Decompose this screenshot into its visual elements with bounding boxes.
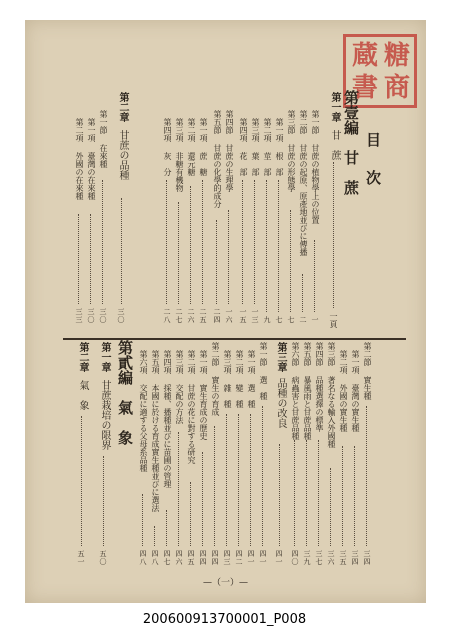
toc-page: 三〇 bbox=[87, 308, 95, 324]
toc-page: 三四 bbox=[351, 550, 359, 566]
toc-leader bbox=[226, 414, 227, 546]
toc-page: 三三 bbox=[75, 308, 83, 324]
toc-label: 第一項 bbox=[351, 350, 360, 374]
ch1-title: 甘 蔗 bbox=[329, 130, 340, 160]
toc-text: 實生の育成 bbox=[211, 376, 220, 416]
toc-leader bbox=[202, 180, 203, 304]
toc-label: 第二項 bbox=[187, 118, 196, 142]
toc-page: 二七 bbox=[175, 308, 183, 324]
part2-ch1-title: 甘蔗栽培の限界 bbox=[99, 380, 110, 450]
toc-leader bbox=[78, 214, 79, 304]
part2-ch2-num: 第二章 bbox=[77, 342, 88, 372]
seal-char-2: 商 bbox=[384, 73, 411, 103]
toc-label: 第三項 bbox=[175, 350, 184, 374]
toc-text: 交配に適する父母系品種 bbox=[139, 384, 148, 472]
toc-label: 第五項 bbox=[151, 350, 160, 374]
toc-text: 葉 部 bbox=[251, 152, 260, 176]
toc-text: 病蟲害と甘蔗品種 bbox=[291, 376, 300, 440]
toc-page: 二 bbox=[299, 316, 307, 324]
toc-label: 第一節 bbox=[99, 110, 108, 134]
toc-label: 第三項 bbox=[251, 118, 260, 142]
toc-page: 二五 bbox=[199, 308, 207, 324]
toc-leader bbox=[242, 180, 243, 304]
toc-text: 甘蔗の化學的成分 bbox=[213, 144, 222, 208]
toc-leader bbox=[306, 440, 307, 546]
image-caption: 200600913700001_P008 bbox=[142, 612, 307, 627]
toc-leader bbox=[290, 210, 291, 312]
toc-text: 交配の方法 bbox=[175, 384, 184, 424]
toc-label: 第二項 bbox=[235, 350, 244, 374]
toc-text: 在來種 bbox=[99, 144, 108, 168]
part2-ch2-page: 五一 bbox=[77, 550, 85, 566]
toc-label: 第三節 bbox=[327, 342, 336, 366]
toc-text: 非糖有機物 bbox=[175, 152, 184, 192]
toc-label: 第三項 bbox=[175, 118, 184, 142]
toc-text: 甘蔗の形態學 bbox=[287, 144, 296, 192]
toc-label: 第二項 bbox=[339, 350, 348, 374]
toc-title: 目 次 bbox=[364, 132, 382, 189]
toc-leader bbox=[102, 180, 103, 304]
toc-text: 甘蔗の植物學上の位置 bbox=[311, 144, 320, 224]
toc-page: 一五 bbox=[239, 308, 247, 324]
toc-leader bbox=[314, 240, 315, 312]
ch2-leader bbox=[121, 198, 122, 304]
toc-leader bbox=[318, 440, 319, 546]
part2-ch1-page: 五〇 bbox=[99, 550, 107, 566]
toc-page: 四四 bbox=[211, 550, 219, 566]
toc-text: 甘蔗の起原、原產地並びに傳播 bbox=[299, 144, 308, 256]
page-number: —（一）— bbox=[202, 578, 248, 588]
toc-label: 第一節 bbox=[259, 342, 268, 366]
toc-leader bbox=[178, 202, 179, 304]
toc-leader bbox=[90, 214, 91, 304]
toc-label: 第一項 bbox=[87, 118, 96, 142]
part2-title: 第貳編 氣 象 bbox=[116, 340, 134, 445]
toc-text: 灰 分 bbox=[163, 152, 172, 176]
toc-leader bbox=[366, 406, 367, 546]
toc-label: 第一項 bbox=[199, 118, 208, 142]
toc-text: 雜 種 bbox=[223, 384, 232, 408]
toc-page: 四一 bbox=[247, 550, 255, 566]
toc-leader bbox=[154, 526, 155, 546]
part1-title: 第壹編 甘 蔗 bbox=[342, 90, 360, 195]
toc-text: 選 種 bbox=[247, 384, 256, 408]
section-divider bbox=[63, 338, 406, 340]
toc-leader bbox=[190, 186, 191, 304]
toc-leader bbox=[354, 446, 355, 546]
toc-page: 三〇 bbox=[99, 308, 107, 324]
toc-leader bbox=[190, 482, 191, 546]
toc-label: 第二節 bbox=[211, 342, 220, 366]
toc-page: 九 bbox=[263, 316, 271, 324]
ch1-leader bbox=[333, 162, 334, 308]
ch3-num: 第三章 bbox=[275, 342, 286, 372]
toc-page: 四五 bbox=[187, 550, 195, 566]
toc-text: 莖 部 bbox=[263, 152, 272, 176]
part2-ch1-leader bbox=[103, 456, 104, 546]
toc-page: 一 bbox=[311, 316, 319, 324]
ch1-page: 一頁 bbox=[329, 312, 338, 328]
toc-leader bbox=[214, 426, 215, 546]
toc-text: 本國に於ける育成實生種並びに選法 bbox=[151, 384, 160, 512]
toc-label: 第一項 bbox=[199, 350, 208, 374]
toc-page: 三九 bbox=[303, 550, 311, 566]
toc-label: 第二節 bbox=[299, 110, 308, 134]
toc-leader bbox=[342, 446, 343, 546]
toc-leader bbox=[202, 452, 203, 546]
toc-page: 四三 bbox=[223, 550, 231, 566]
toc-text: 品種選擇の標準 bbox=[315, 376, 324, 432]
toc-leader bbox=[278, 180, 279, 312]
toc-page: 一六 bbox=[225, 308, 233, 324]
toc-label: 第二項 bbox=[75, 118, 84, 142]
toc-page: 二八 bbox=[163, 308, 171, 324]
toc-label: 第一項 bbox=[247, 350, 256, 374]
toc-label: 第五節 bbox=[303, 342, 312, 366]
toc-leader bbox=[330, 468, 331, 546]
toc-text: 甘蔗の生理學 bbox=[225, 144, 234, 192]
toc-label: 第三項 bbox=[223, 350, 232, 374]
toc-page: 三五 bbox=[339, 550, 347, 566]
toc-label: 第四項 bbox=[163, 118, 172, 142]
part2-ch2-leader bbox=[81, 416, 82, 546]
toc-leader bbox=[142, 494, 143, 546]
toc-leader bbox=[302, 274, 303, 312]
part2-ch1-num: 第一章 bbox=[99, 342, 110, 372]
toc-leader bbox=[166, 180, 167, 304]
toc-page: 四一 bbox=[259, 550, 267, 566]
toc-text: 外國の在來種 bbox=[75, 152, 84, 200]
toc-page: 一三 bbox=[251, 308, 259, 324]
toc-text: 蔗 糖 bbox=[199, 152, 208, 176]
toc-leader bbox=[166, 510, 167, 546]
seal-char-1: 糖 bbox=[384, 41, 411, 71]
toc-page: 三四 bbox=[363, 550, 371, 566]
toc-label: 第一項 bbox=[275, 118, 284, 142]
toc-text: 臺灣の實生種 bbox=[351, 384, 360, 432]
seal-char-4: 書 bbox=[352, 73, 379, 103]
toc-page: 四四 bbox=[199, 550, 207, 566]
toc-text: 選 種 bbox=[259, 376, 268, 400]
toc-label: 第六節 bbox=[291, 342, 300, 366]
toc-page: 四六 bbox=[175, 550, 183, 566]
toc-page: 四〇 bbox=[291, 550, 299, 566]
ch1-num: 第一章 bbox=[329, 92, 340, 122]
toc-leader bbox=[228, 210, 229, 304]
toc-label: 第五節 bbox=[213, 110, 222, 134]
toc-text: 臺灣の在來種 bbox=[87, 152, 96, 200]
toc-leader bbox=[250, 414, 251, 546]
ch3-page: 四一 bbox=[275, 550, 283, 566]
ch3-title: 品種の改良 bbox=[275, 378, 286, 428]
toc-page: 七 bbox=[287, 316, 295, 324]
toc-text: 外國の實生種 bbox=[339, 384, 348, 432]
toc-text: 變 種 bbox=[235, 384, 244, 408]
toc-label: 第三節 bbox=[287, 110, 296, 134]
toc-text: 甘蔗の花に對する研究 bbox=[187, 384, 196, 464]
toc-text: 實生種 bbox=[363, 376, 372, 400]
toc-label: 第二項 bbox=[187, 350, 196, 374]
toc-label: 第二節 bbox=[363, 342, 372, 366]
toc-page: 二六 bbox=[187, 308, 195, 324]
toc-label: 第一節 bbox=[311, 110, 320, 134]
ch2-title: 甘蔗の品種 bbox=[117, 130, 128, 180]
toc-text: 還元糖 bbox=[187, 152, 196, 176]
toc-text: 根 部 bbox=[275, 152, 284, 176]
toc-leader bbox=[238, 414, 239, 546]
toc-leader bbox=[216, 220, 217, 304]
toc-page: 四七 bbox=[163, 550, 171, 566]
toc-page: 四二 bbox=[235, 550, 243, 566]
toc-label: 第四節 bbox=[225, 110, 234, 134]
toc-label: 第四項 bbox=[239, 118, 248, 142]
ch3-leader bbox=[279, 444, 280, 546]
toc-text: 實生育成の歷史 bbox=[199, 384, 208, 440]
toc-label: 第四節 bbox=[315, 342, 324, 366]
toc-page: 二四 bbox=[213, 308, 221, 324]
toc-leader bbox=[178, 432, 179, 546]
part2-ch2-title: 氣 象 bbox=[77, 380, 88, 410]
toc-label: 第二項 bbox=[263, 118, 272, 142]
toc-label: 第六項 bbox=[139, 350, 148, 374]
seal-char-3: 蔵 bbox=[352, 41, 379, 71]
toc-page: 三七 bbox=[315, 550, 323, 566]
toc-page: 七 bbox=[275, 316, 283, 324]
ch2-page: 三〇 bbox=[117, 308, 125, 324]
toc-leader bbox=[254, 180, 255, 304]
toc-text: 著名なる輸入外國種 bbox=[327, 376, 336, 448]
toc-leader bbox=[262, 406, 263, 546]
toc-text: 暴風雨と甘蔗品種 bbox=[303, 376, 312, 440]
scanned-page bbox=[25, 20, 426, 603]
toc-page: 三六 bbox=[327, 550, 335, 566]
toc-label: 第四項 bbox=[163, 350, 172, 374]
toc-leader bbox=[294, 440, 295, 546]
toc-page: 四八 bbox=[151, 550, 159, 566]
toc-leader bbox=[266, 180, 267, 312]
toc-text: 採種、播種並びに苗圃の管理 bbox=[163, 384, 172, 488]
toc-text: 花 部 bbox=[239, 152, 248, 176]
toc-page: 四八 bbox=[139, 550, 147, 566]
ch2-num: 第二章 bbox=[117, 92, 128, 122]
